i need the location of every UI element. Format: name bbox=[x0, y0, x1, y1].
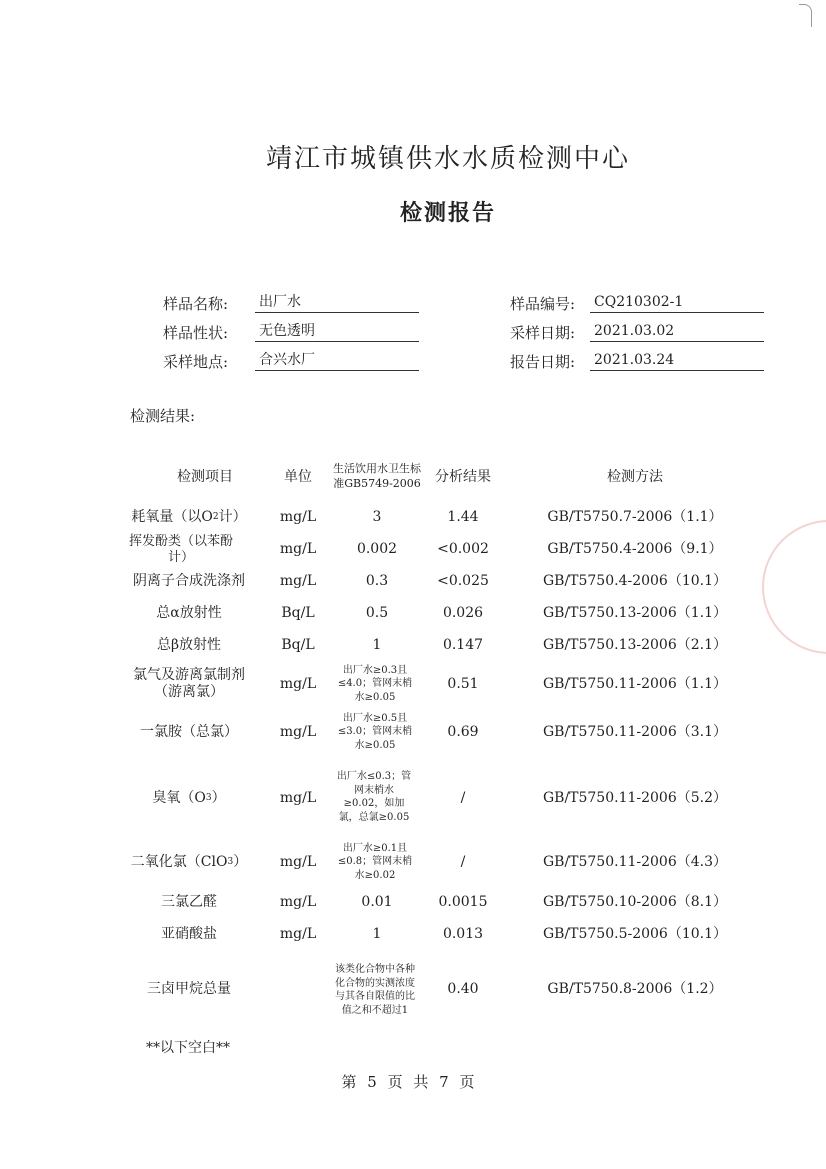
report-date-value: 2021.03.24 bbox=[590, 351, 764, 371]
row-result: 0.147 bbox=[442, 636, 484, 653]
row-method: GB/T5750.13-2006（2.1） bbox=[542, 636, 728, 653]
sampling-site-value: 合兴水厂 bbox=[255, 351, 419, 371]
row-method: GB/T5750.8-2006（1.2） bbox=[547, 980, 723, 997]
sample-state-label: 样品性状: bbox=[163, 324, 229, 342]
end-mark: **以下空白** bbox=[146, 1040, 230, 1056]
row-method: GB/T5750.11-2006（4.3） bbox=[542, 853, 728, 870]
row-unit: mg/L bbox=[279, 572, 317, 589]
row-item: 二氧化氯（ClO 3 ） bbox=[130, 853, 248, 870]
page-number: 第 5 页 共 7 页 bbox=[341, 1073, 475, 1091]
header-method: 检测方法 bbox=[607, 469, 663, 486]
row-standard: 0.002 bbox=[356, 540, 398, 557]
row-item: 耗氧量（以O 2 计） bbox=[131, 508, 247, 525]
row-unit bbox=[268, 977, 328, 1001]
header-standard: 生活饮用水卫生标准GB5749-2006 bbox=[333, 462, 421, 490]
row-item: 总α放射性 bbox=[156, 604, 222, 621]
results-section-label: 检测结果: bbox=[130, 407, 196, 425]
row-standard: 出厂水≤0.3；管网末梢水≥0.02，如加氯，总氯≥0.05 bbox=[336, 771, 412, 823]
row-method: GB/T5750.5-2006（10.1） bbox=[542, 925, 728, 942]
row-result: 0.026 bbox=[442, 604, 484, 621]
row-result: <0.025 bbox=[437, 572, 489, 589]
sampling-site-label: 采样地点: bbox=[163, 353, 229, 371]
row-unit: mg/L bbox=[279, 675, 317, 692]
row-standard: 1 bbox=[372, 636, 382, 653]
row-standard: 出厂水≥0.5且≤3.0；管网末梢水≥0.05 bbox=[337, 712, 413, 751]
row-item: 亚硝酸盐 bbox=[161, 925, 217, 942]
sample-no-value: CQ210302-1 bbox=[590, 293, 764, 313]
row-result: 0.40 bbox=[447, 980, 479, 997]
row-standard: 该类化合物中各种化合物的实测浓度与其各自限值的比值之和不超过1 bbox=[335, 964, 415, 1016]
corner-mark bbox=[799, 4, 812, 27]
row-item: 总β放射性 bbox=[156, 636, 222, 653]
row-result: 1.44 bbox=[447, 508, 479, 525]
row-result: 0.51 bbox=[447, 675, 479, 692]
sampling-date-label: 采样日期: bbox=[510, 324, 576, 342]
row-item: 三氯乙醛 bbox=[161, 893, 217, 910]
row-item: 一氯胺（总氯） bbox=[140, 723, 238, 740]
row-result: <0.002 bbox=[437, 540, 489, 557]
row-unit: Bq/L bbox=[281, 604, 315, 621]
sample-name-value: 出厂水 bbox=[255, 293, 419, 313]
row-standard: 出厂水≥0.1且≤0.8；管网末梢水≥0.02 bbox=[337, 842, 413, 881]
row-standard: 1 bbox=[372, 925, 382, 942]
row-result: / bbox=[460, 789, 466, 806]
header-unit: 单位 bbox=[284, 469, 312, 486]
report-title: 检测报告 bbox=[399, 200, 497, 226]
row-unit: mg/L bbox=[279, 508, 317, 525]
row-standard: 3 bbox=[372, 508, 382, 525]
row-standard: 出厂水≥0.3且≤4.0；管网末梢水≥0.05 bbox=[337, 664, 413, 703]
sampling-date-value: 2021.03.02 bbox=[590, 322, 764, 342]
row-result: 0.69 bbox=[447, 723, 479, 740]
sample-name-label: 样品名称: bbox=[163, 295, 229, 313]
row-item: 阴离子合成洗涤剂 bbox=[133, 572, 245, 589]
row-method: GB/T5750.7-2006（1.1） bbox=[547, 508, 723, 525]
row-method: GB/T5750.11-2006（1.1） bbox=[542, 675, 728, 692]
row-method: GB/T5750.4-2006（9.1） bbox=[547, 540, 723, 557]
row-item: 挥发酚类（以苯酚计） bbox=[128, 534, 233, 565]
row-method: GB/T5750.10-2006（8.1） bbox=[542, 893, 728, 910]
row-unit: Bq/L bbox=[281, 636, 315, 653]
row-unit: mg/L bbox=[279, 853, 317, 870]
row-unit: mg/L bbox=[279, 925, 317, 942]
row-result: 0.0015 bbox=[438, 893, 488, 910]
sample-no-label: 样品编号: bbox=[510, 295, 576, 313]
row-unit: mg/L bbox=[279, 789, 317, 806]
row-item: 三卤甲烷总量 bbox=[147, 980, 231, 997]
row-result: / bbox=[460, 853, 466, 870]
row-unit: mg/L bbox=[279, 893, 317, 910]
sample-state-value: 无色透明 bbox=[255, 322, 419, 342]
row-standard: 0.01 bbox=[361, 893, 393, 910]
row-method: GB/T5750.13-2006（1.1） bbox=[542, 604, 728, 621]
organization-name: 靖江市城镇供水水质检测中心 bbox=[265, 144, 631, 174]
row-standard: 0.3 bbox=[365, 572, 389, 589]
row-unit: mg/L bbox=[279, 723, 317, 740]
row-method: GB/T5750.11-2006（5.2） bbox=[542, 789, 728, 806]
row-unit: mg/L bbox=[279, 540, 317, 557]
report-date-label: 报告日期: bbox=[510, 353, 576, 371]
row-standard: 0.5 bbox=[365, 604, 389, 621]
row-item: 臭氧（O 3 ） bbox=[152, 789, 226, 806]
row-method: GB/T5750.11-2006（3.1） bbox=[542, 723, 728, 740]
row-result: 0.013 bbox=[442, 925, 484, 942]
row-item: 氯气及游离氯制剂（游离氯） bbox=[133, 667, 245, 700]
row-method: GB/T5750.4-2006（10.1） bbox=[542, 572, 728, 589]
header-item: 检测项目 bbox=[177, 469, 233, 486]
seal-stamp-fragment bbox=[762, 520, 826, 654]
header-result: 分析结果 bbox=[435, 469, 491, 486]
